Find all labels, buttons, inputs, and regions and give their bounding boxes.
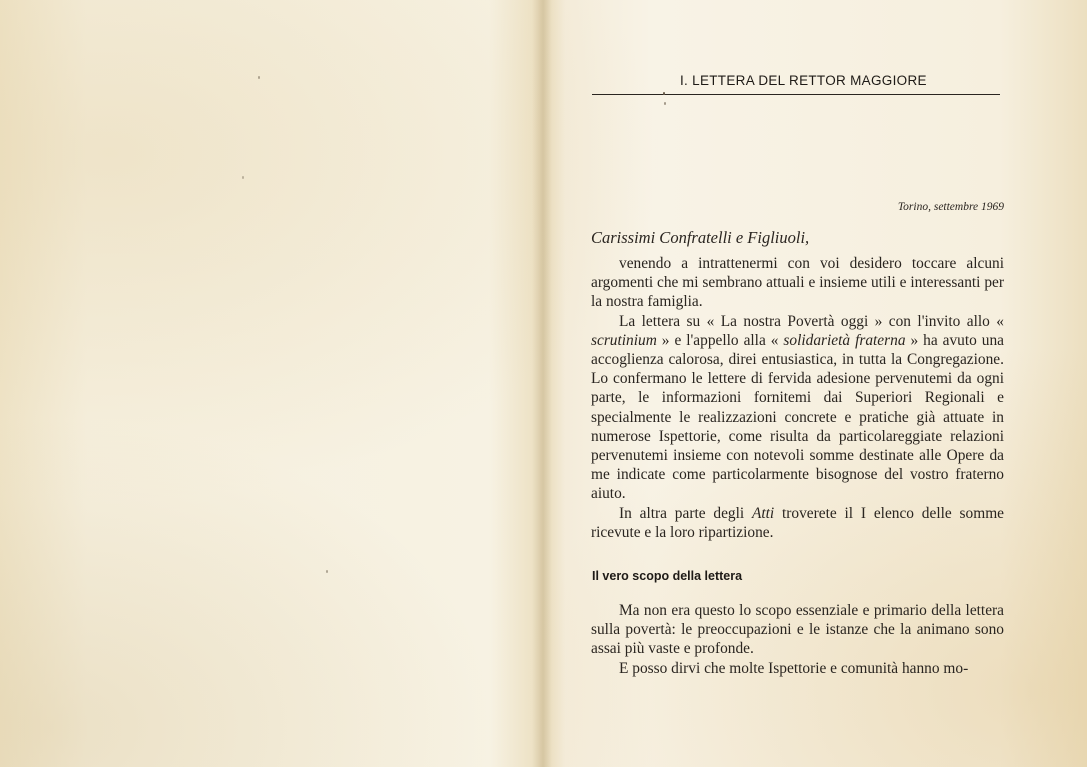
paragraph-text: » ha avuto una accoglienza calorosa, direi entusiastica, in tutta la Congregazione. Lo confermano le lettere di fervida adesione pervenutemi da ogni parte, le informazioni fornitemi dai Superiori Regionali e specialmente le realizzazioni concrete e pratiche già attuate in numerose Ispettorie, come risulta da particolareggiate relazioni pervenutemi insieme con notevoli somme destinate alle Opere da me indicate come particolarmente bisognose del vostro fraterno aiuto. (591, 331, 1004, 503)
paragraph (591, 312, 1004, 504)
paragraph (591, 254, 1004, 312)
letter-body (591, 254, 1004, 542)
paper-speck (663, 92, 665, 95)
paragraph: E posso dirvi che molte Ispettorie e comunità hanno mo- (619, 659, 969, 677)
right-page (552, 0, 1087, 767)
paper-speck (664, 102, 666, 105)
paper-speck (326, 570, 328, 573)
dateline: Torino, settembre 1969 (897, 201, 1004, 213)
section-heading: Il vero scopo della lettera (592, 569, 743, 583)
paragraph-text: La lettera su « La nostra Povertà oggi » con l'invito allo « (619, 312, 1004, 330)
paper-speck (242, 176, 244, 179)
paragraph-text: In altra parte degli (619, 504, 752, 522)
paragraph: Ma non era questo lo scopo essenziale e primario della lettera sulla povertà: le preoccupazioni e le istanze che la animano sono assai più vaste e profonde. (591, 602, 1004, 658)
header-rule (592, 94, 1000, 95)
salutation: Carissimi Confratelli e Figliuoli, (591, 228, 810, 247)
italic-text: Atti (751, 504, 775, 522)
paragraph-text: troverete il I elenco delle somme ricevute e la loro ripartizione. (591, 504, 1004, 541)
paragraph-text: » e l'appello alla « (656, 331, 784, 349)
italic-text: solidarietà fraterna (783, 331, 906, 349)
paragraph (591, 504, 1004, 542)
section-body (591, 601, 1004, 678)
running-head: I. LETTERA DEL RETTOR MAGGIORE (680, 73, 927, 88)
paper-speck (258, 76, 260, 79)
left-page-blank (0, 0, 540, 767)
paragraph-text: venendo a intrattenermi con voi desidero toccare alcuni argomenti che mi sembrano attuali e insieme utili e interessanti per la nostra famiglia. (591, 255, 1004, 311)
italic-text: scrutinium (591, 331, 657, 349)
